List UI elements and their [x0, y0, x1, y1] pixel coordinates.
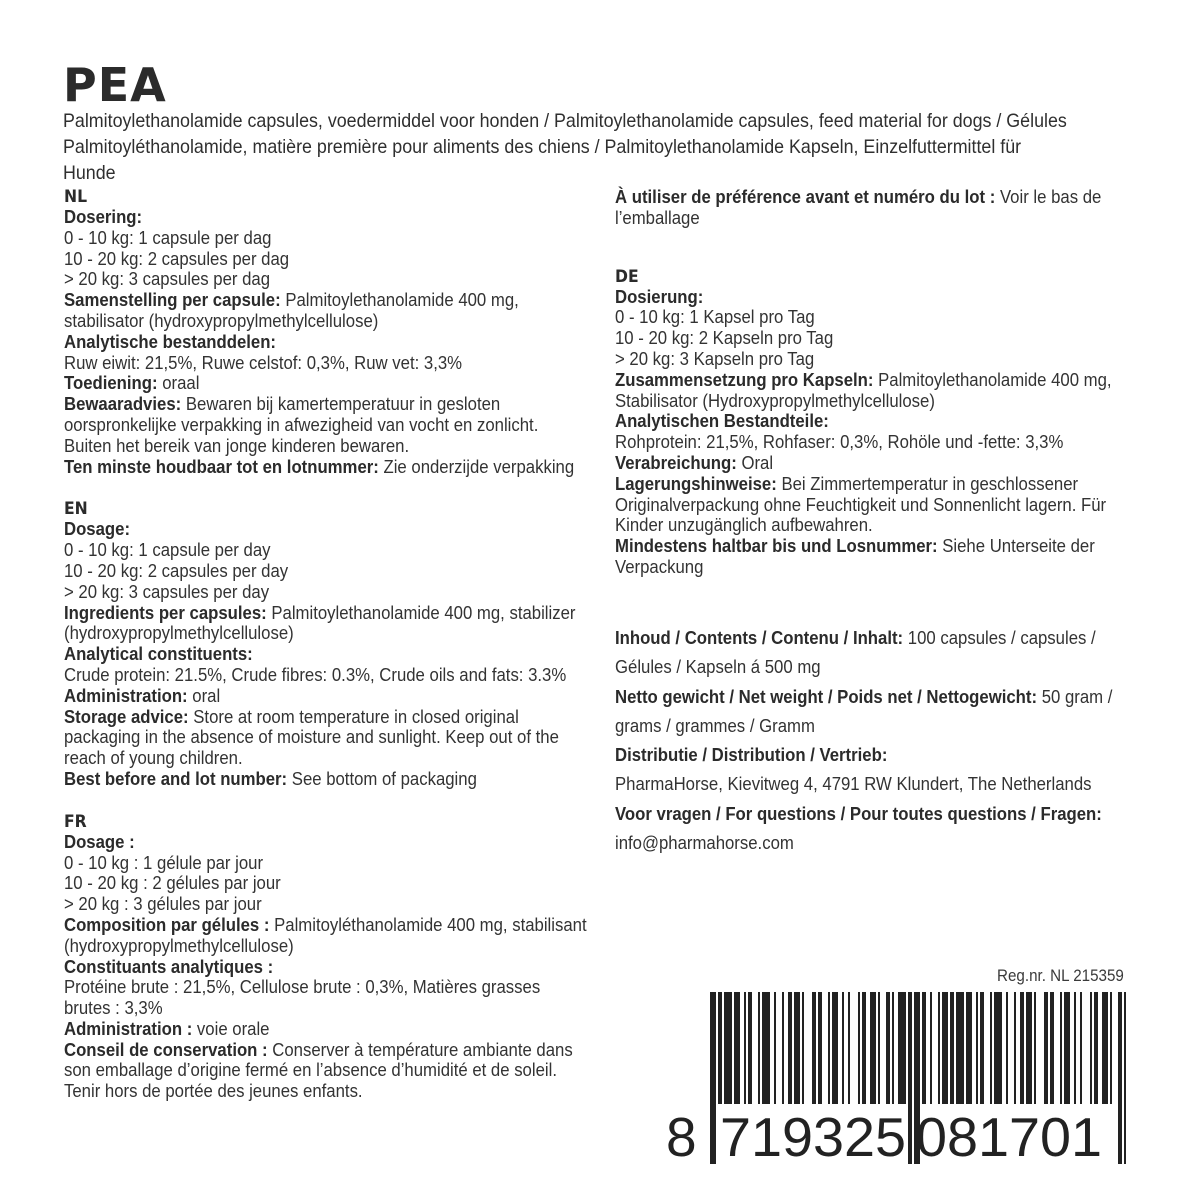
barcode-digits-left: 719325	[720, 1106, 906, 1164]
barcode-bar	[892, 992, 894, 1104]
barcode-bar	[980, 992, 984, 1104]
admin-text: oraal	[157, 373, 200, 394]
barcode-bar	[828, 992, 830, 1104]
barcode-bar	[1026, 992, 1032, 1104]
admin-label: Toediening:	[64, 373, 158, 394]
product-info	[615, 624, 1149, 858]
barcode-digits-right: 081701	[916, 1106, 1102, 1164]
barcode-bar	[990, 992, 992, 1104]
storage-label: Lagerungshinweise:	[615, 473, 777, 494]
storage-label: Conseil de conservation :	[64, 1039, 268, 1060]
admin-label: Administration :	[64, 1018, 193, 1039]
dose-line: > 20 kg : 3 gélules par jour	[64, 894, 262, 915]
dose-line: 10 - 20 kg: 2 Kapseln pro Tag	[615, 328, 834, 349]
weight-label: Netto gewicht / Net weight / Poids net / Nettogewicht:	[615, 686, 1038, 707]
composition-label: Samenstelling per capsule:	[64, 290, 281, 311]
weight-text: 50 gram / grams / grammes / Gramm	[615, 686, 1113, 736]
analytical-label: Analytical constituents:	[64, 644, 253, 665]
barcode-bar	[950, 992, 954, 1104]
section-de	[615, 267, 1139, 578]
admin-text: voie orale	[192, 1018, 270, 1039]
barcode-bar	[1124, 992, 1126, 1164]
barcode-bar	[842, 992, 844, 1104]
best-before-line	[615, 187, 1139, 229]
best-before-label: Mindestens haltbar bis und Losnummer:	[615, 536, 938, 557]
composition-label: Zusammensetzung pro Kapseln:	[615, 369, 874, 390]
distribution-text: PharmaHorse, Kievitweg 4, 4791 RW Klundert, The Netherlands	[615, 774, 1092, 795]
barcode-bar	[812, 992, 816, 1104]
storage-text: Bei Zimmertemperatur in geschlossener Originalverpackung ohne Feuchtigkeit und Sonnenlicht lagern. Für Kinder unzugänglich aufbewahren.	[615, 473, 1107, 536]
right-column	[615, 187, 1139, 616]
best-before-label: Ten minste houdbaar tot en lotnummer:	[64, 456, 379, 477]
barcode-bar	[1006, 992, 1008, 1104]
barcode-bar	[762, 992, 770, 1104]
analytical-label: Constituants analytiques :	[64, 956, 274, 977]
storage-line	[64, 707, 588, 769]
dosage-label: Dosierung:	[615, 286, 704, 307]
dosage-label: Dosage :	[64, 831, 135, 852]
product-title: PEA	[63, 58, 167, 112]
admin-text: Oral	[736, 452, 774, 473]
barcode-bar	[758, 992, 760, 1104]
dose-line: > 20 kg: 3 capsules per dag	[64, 269, 271, 290]
barcode-bar	[870, 992, 876, 1104]
lang-heading-nl: NL	[64, 187, 88, 207]
barcode-bar	[774, 992, 776, 1104]
best-before-text: Voir le bas de l’emballage	[615, 187, 1102, 228]
barcode-bar	[1034, 992, 1036, 1104]
barcode-bar	[862, 992, 866, 1104]
distribution-label: Distributie / Distribution / Vertrieb:	[615, 745, 888, 766]
dose-line: 10 - 20 kg: 2 capsules per day	[64, 560, 289, 581]
admin-line	[64, 686, 588, 707]
best-before-text: Zie onderzijde verpakking	[378, 456, 575, 477]
barcode	[666, 992, 1132, 1164]
product-subtitle: Palmitoylethanolamide capsules, voedermiddel voor honden / Palmitoylethanolamide capsules, feed material for dogs / Gélules Palmitoyléthanolamide, matière première pour aliments des chiens / Palmitoylethanolamide Kapseln, Einzelfuttermittel für Hunde	[63, 111, 1067, 184]
barcode-bar	[898, 992, 906, 1104]
contents-line	[615, 624, 1149, 683]
contents-text: 100 capsules / capsules / Gélules / Kapseln á 500 mg	[615, 628, 1096, 678]
composition-label: Ingredients per capsules:	[64, 602, 267, 623]
dose-line: > 20 kg: 3 Kapseln pro Tag	[615, 348, 815, 369]
barcode-bar	[858, 992, 860, 1104]
dosage-label: Dosering:	[64, 207, 143, 227]
barcode-bar	[930, 992, 932, 1104]
section-fr	[64, 812, 588, 1102]
left-column	[64, 187, 588, 1124]
admin-line	[615, 453, 1139, 474]
analytical-text: Protéine brute : 21,5%, Cellulose brute : 0,3%, Matières grasses brutes : 3,3%	[64, 977, 541, 1019]
composition-line	[615, 370, 1139, 412]
barcode-bar	[1014, 992, 1016, 1104]
barcode-bar	[718, 992, 722, 1104]
barcode-bar	[942, 992, 948, 1104]
best-before-line	[615, 536, 1139, 578]
barcode-bar	[878, 992, 880, 1104]
contents-label: Inhoud / Contents / Contenu / Inhalt:	[615, 628, 904, 648]
barcode-bar	[794, 992, 800, 1104]
dose-line: 0 - 10 kg: 1 capsule per dag	[64, 227, 272, 248]
storage-label: Storage advice:	[64, 706, 189, 727]
barcode-bar	[734, 992, 740, 1104]
best-before-text: See bottom of packaging	[287, 768, 477, 789]
section-en	[64, 499, 588, 789]
weight-line	[615, 683, 1149, 742]
barcode-bar	[1044, 992, 1048, 1104]
barcode-bar	[748, 992, 752, 1104]
barcode-bar	[724, 992, 732, 1104]
barcode-bar	[1050, 992, 1054, 1104]
barcode-bar	[908, 992, 912, 1164]
questions-label: Voor vragen / For questions / Pour toutes questions / Fragen:	[615, 803, 1102, 824]
analytical-label: Analytischen Bestandteile:	[615, 411, 829, 432]
barcode-first-digit: 8	[666, 1106, 697, 1164]
barcode-bar	[1110, 992, 1112, 1104]
barcode-bar	[710, 992, 716, 1164]
storage-text: Store at room temperature in closed original packaging in the absence of moisture and sunlight. Keep out of the reach of young children.	[64, 706, 559, 769]
analytical-text: Crude protein: 21.5%, Crude fibres: 0.3%, Crude oils and fats: 3.3%	[64, 664, 567, 685]
storage-label: Bewaaradvies:	[64, 394, 182, 415]
storage-line	[64, 394, 588, 456]
barcode-bar	[966, 992, 972, 1104]
storage-line	[615, 474, 1139, 536]
section-fr-continued	[615, 187, 1139, 229]
barcode-bar	[788, 992, 792, 1104]
composition-text: Palmitoylethanolamide 400 mg, Stabilisator (Hydroxypropylmethylcellulose)	[615, 369, 1112, 411]
admin-label: Verabreichung:	[615, 452, 737, 473]
barcode-bar	[1074, 992, 1076, 1104]
composition-text: Palmitoyléthanolamide 400 mg, stabilisant (hydroxypropylmethylcellulose)	[64, 914, 587, 956]
dose-line: > 20 kg: 3 capsules per day	[64, 581, 270, 602]
best-before-label: Best before and lot number:	[64, 768, 288, 789]
admin-line	[64, 1019, 588, 1040]
composition-text: Palmitoylethanolamide 400 mg, stabilizer (hydroxypropylmethylcellulose)	[64, 602, 576, 644]
barcode-bar	[744, 992, 746, 1104]
section-nl	[64, 187, 588, 477]
analytical-text: Ruw eiwit: 21,5%, Ruwe celstof: 0,3%, Ruw vet: 3,3%	[64, 352, 463, 373]
barcode-bar	[782, 992, 784, 1104]
dosage-label: Dosage:	[64, 519, 131, 540]
barcode-bar	[956, 992, 964, 1104]
barcode-bar	[1060, 992, 1062, 1104]
barcode-bar	[886, 992, 890, 1104]
barcode-bar	[938, 992, 940, 1104]
admin-label: Administration:	[64, 685, 188, 706]
dose-line: 0 - 10 kg: 1 Kapsel pro Tag	[615, 307, 815, 328]
composition-line	[64, 603, 588, 645]
questions-email: info@pharmahorse.com	[615, 833, 794, 854]
barcode-bar	[976, 992, 978, 1104]
barcode-bar	[1094, 992, 1098, 1104]
barcode-bar	[1080, 992, 1082, 1104]
lang-heading-fr: FR	[64, 811, 87, 832]
dose-line: 10 - 20 kg: 2 capsules per dag	[64, 248, 290, 269]
best-before-line	[64, 457, 588, 478]
storage-line	[64, 1040, 588, 1102]
dose-line: 10 - 20 kg : 2 gélules par jour	[64, 873, 281, 894]
barcode-bar	[802, 992, 804, 1104]
barcode-bar	[832, 992, 838, 1104]
admin-text: oral	[187, 685, 221, 706]
composition-label: Composition par gélules :	[64, 914, 270, 935]
barcode-bar	[922, 992, 926, 1104]
best-before-text: Siehe Unterseite der Verpackung	[615, 536, 1095, 577]
storage-text: Bewaren bij kamertemperatuur in gesloten oorspronkelijke verpakking in afwezigheid van vocht en zonlicht. Buiten het bereik van jonge kinderen bewaren.	[64, 394, 539, 456]
best-before-label: À utiliser de préférence avant et numéro du lot :	[615, 187, 996, 207]
barcode-bar	[818, 992, 822, 1104]
barcode-bar	[1102, 992, 1108, 1104]
analytical-text: Rohprotein: 21,5%, Rohfaser: 0,3%, Rohöle und -fette: 3,3%	[615, 432, 1064, 453]
lang-heading-en: EN	[64, 499, 88, 520]
barcode-bar	[848, 992, 850, 1104]
composition-text: Palmitoylethanolamide 400 mg, stabilisator (hydroxypropylmethylcellulose)	[64, 290, 519, 331]
barcode-bar	[1090, 992, 1092, 1104]
admin-line	[64, 373, 588, 394]
storage-text: Conserver à température ambiante dans son emballage d’origine fermé en l’absence d’humidité et de soleil. Tenir hors de portée des jeunes enfants.	[64, 1039, 573, 1102]
barcode-bar	[1118, 992, 1122, 1164]
lang-heading-de: DE	[615, 266, 639, 287]
analytical-label: Analytische bestanddelen:	[64, 331, 277, 352]
composition-line	[64, 915, 588, 957]
dose-line: 0 - 10 kg: 1 capsule per day	[64, 540, 271, 561]
best-before-line	[64, 769, 588, 790]
dose-line: 0 - 10 kg : 1 gélule par jour	[64, 852, 264, 873]
barcode-bar	[1064, 992, 1070, 1104]
composition-line	[64, 290, 588, 332]
barcode-bar	[994, 992, 1002, 1104]
registration-number: Reg.nr. NL 215359	[997, 967, 1124, 985]
barcode-bar	[1020, 992, 1024, 1104]
